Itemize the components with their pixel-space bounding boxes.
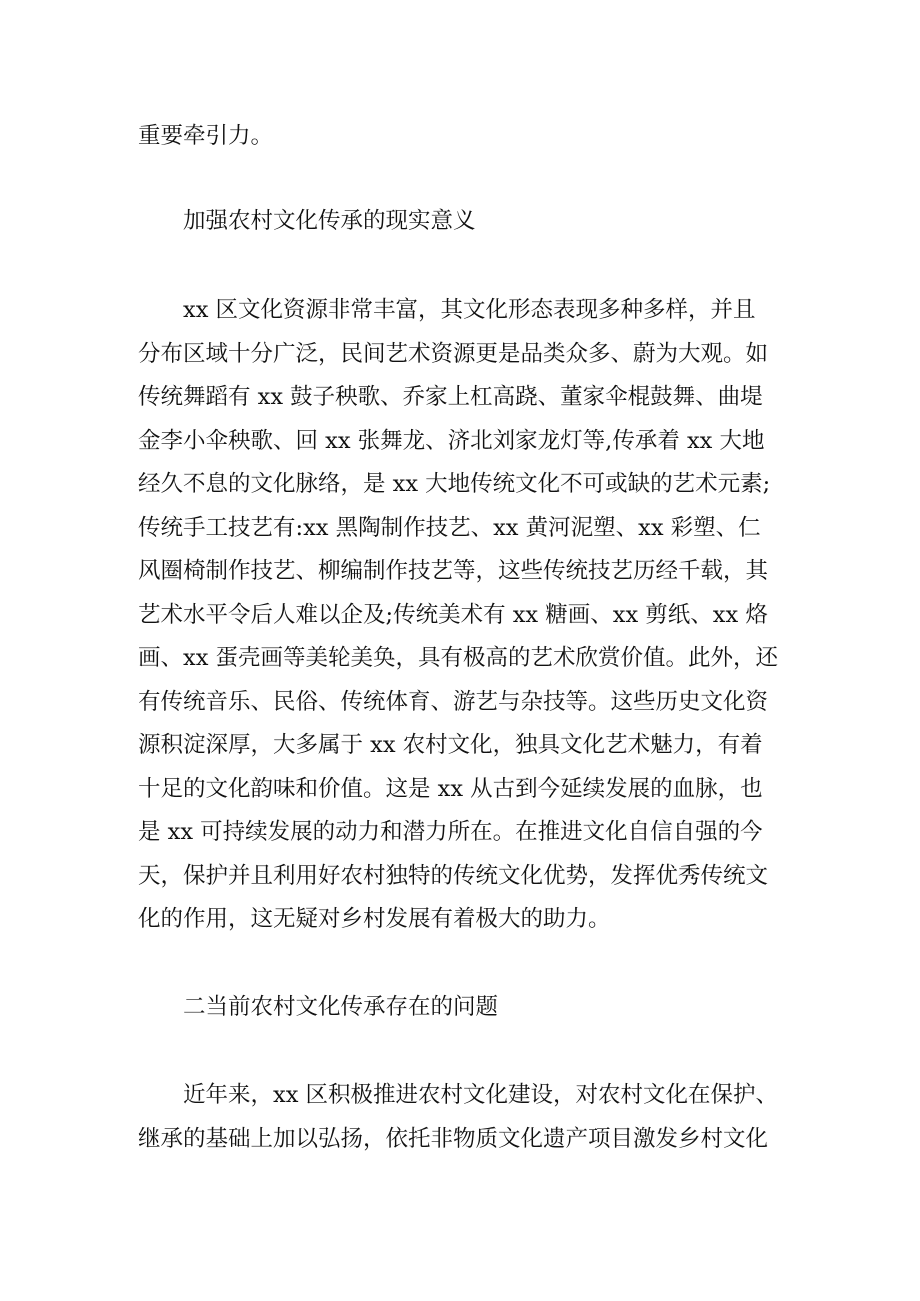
text-line: xx 区文化资源非常丰富，其文化形态表现多种多样，并且 bbox=[183, 297, 756, 323]
text-line: 经久不息的文化脉络，是 xx 大地传统文化不可或缺的艺术元素; bbox=[138, 471, 771, 497]
paragraph-1 bbox=[138, 289, 788, 942]
text-line: 是 xx 可持续发展的动力和潜力所在。在推进文化自信自强的今 bbox=[138, 819, 763, 845]
text-line: 有传统音乐、民俗、传统体育、游艺与杂技等。这些历史文化资 bbox=[138, 688, 769, 715]
paragraph-2 bbox=[138, 1074, 788, 1161]
text-line: 天，保护并且利用好农村独特的传统文化优势，发挥优秀传统文 bbox=[138, 862, 769, 889]
heading-text: 加强农村文化传承的现实意义 bbox=[183, 208, 476, 234]
text-line: 源积淀深厚，大多属于 xx 农村文化，独具文化艺术魅力，有着 bbox=[138, 732, 763, 758]
text-line: 风圈椅制作技艺、柳编制作技艺等，这些传统技艺历经千载，其 bbox=[138, 558, 769, 584]
text-line: 艺术水平令后人难以企及;传统美术有 xx 糖画、xx 剪纸、xx 烙 bbox=[138, 601, 768, 628]
paragraph-continuation bbox=[138, 115, 788, 159]
section-heading-2 bbox=[138, 986, 788, 1030]
text-line: 金李小伞秧歌、回 xx 张舞龙、济北刘家龙灯等,传承着 xx 大地 bbox=[138, 427, 765, 454]
text-line: 继承的基础上加以弘扬，依托非物质文化遗产项目激发乡村文化 bbox=[138, 1125, 769, 1152]
text-line: 画、xx 蛋壳画等美轮美奂，具有极高的艺术欣赏价值。此外，还 bbox=[138, 645, 779, 671]
text-line: 近年来，xx 区积极推进农村文化建设，对农村文化在保护、 bbox=[183, 1082, 779, 1108]
section-heading-1 bbox=[138, 200, 788, 244]
text-line: 十足的文化韵味和价值。这是 xx 从古到今延续发展的血脉，也 bbox=[138, 775, 763, 802]
text-line: 传统舞蹈有 xx 鼓子秧歌、乔家上杠高跷、董家伞棍鼓舞、曲堤 bbox=[138, 384, 763, 410]
heading-text: 二当前农村文化传承存在的问题 bbox=[183, 994, 499, 1020]
text-line: 重要牵引力。 bbox=[138, 123, 274, 149]
text-line: 化的作用，这无疑对乡村发展有着极大的助力。 bbox=[138, 906, 611, 932]
text-line: 传统手工技艺有:xx 黑陶制作技艺、xx 黄河泥塑、xx 彩塑、仁 bbox=[138, 514, 761, 541]
text-line: 分布区域十分广泛，民间艺术资源更是品类众多、蔚为大观。如 bbox=[138, 340, 769, 367]
